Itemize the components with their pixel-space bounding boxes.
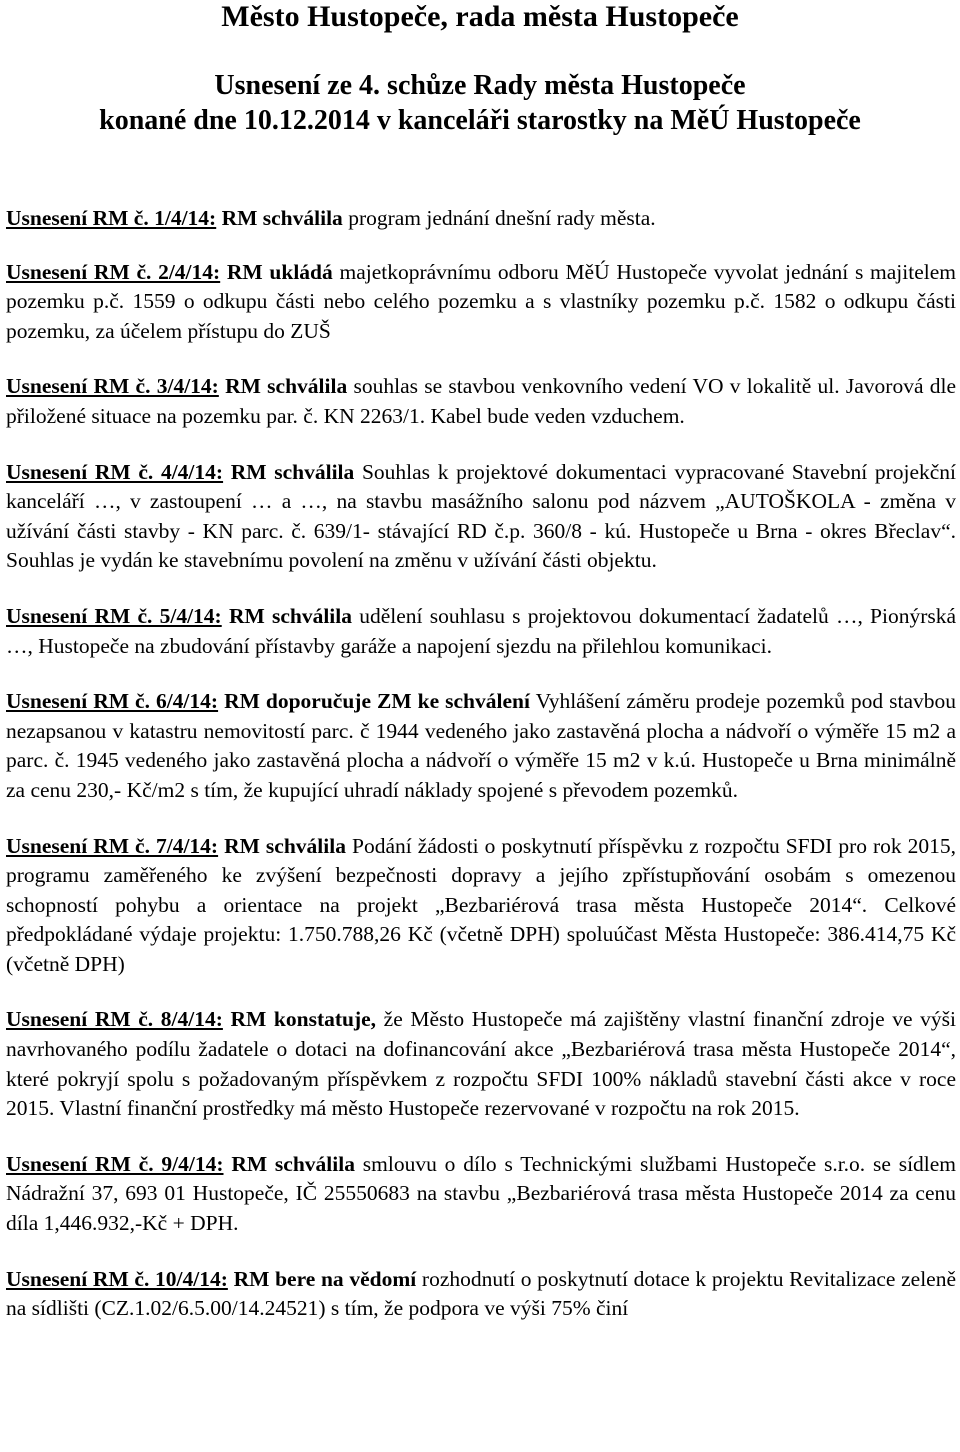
resolution-verb: RM schválila	[224, 833, 346, 858]
resolution-5	[6, 602, 956, 661]
resolution-ref: Usnesení RM č. 9/4/14:	[6, 1151, 224, 1176]
resolution-text: smlouvu o dílo s Technickými službami Hustopeče s.r.o. se sídlem Nádražní 37, 693 01 Hustopeče, IČ 25550683 na stavbu „Bezbariérová trasa města Hustopeče 2014 za cenu díla 1,446.932,-Kč + DPH.	[6, 1151, 957, 1236]
resolution-9	[6, 1150, 956, 1239]
resolution-text: že Město Hustopeče má zajištěny vlastní finanční zdroje ve výši navrhovaného podílu žadatele o dotaci na dofinancování akce „Bezbariérová trasa města Hustopeče 2014“, které pokryjí spolu s požadovaným příspěvkem z rozpočtu SFDI 100% nákladů stavební části akce v roce 2015. Vlastní finanční prostředky má město Hustopeče rezervované v rozpočtu na rok 2015.	[6, 1007, 956, 1121]
resolution-verb: RM bere na vědomí	[233, 1266, 417, 1291]
resolution-3	[6, 372, 956, 431]
resolution-ref: Usnesení RM č. 10/4/14:	[6, 1266, 228, 1291]
resolution-text: Vyhlášení záměru prodeje pozemků pod stavbou nezapsanou v katastru nemovitostí parc. č 1944 vedeného jako zastavěná plocha a nádvoří o výměře 15 m2 a parc. č. 1945 vedeného jako zastavěná plocha a nádvoří o výměře 15 m2 v k.ú. Hustopeče u Brna minimálně za cenu 230,- Kč/m2 s tím, že kupující uhradí náklady spojené s převodem pozemků.	[6, 689, 957, 802]
resolutions-list	[6, 204, 956, 1350]
resolution-verb: RM schválila	[225, 374, 348, 399]
resolution-1	[6, 204, 956, 234]
resolution-verb: RM schválila	[230, 459, 355, 484]
resolution-8	[6, 1005, 956, 1123]
resolution-text: Souhlas k projektové dokumentaci vypracované Stavební projekční kanceláří …, v zastoupení … a …, na stavbu masážního salonu pod názvem „AUTOŠKOLA - změna v užívání části stavby - KN parc. č. 639/1- stávající RD č.p. 360/8 - kú. Hustopeče u Brna - okres Břeclav“. Souhlas je vydán ke stavebnímu povolení na změnu v užívání části objektu.	[6, 459, 957, 573]
resolution-10	[6, 1265, 956, 1324]
resolution-verb: RM schválila	[228, 603, 353, 628]
resolution-text: souhlas se stavbou venkovního vedení VO v lokalitě ul. Javorová dle přiložené situace na pozemku par. č. KN 2263/1. Kabel bude veden vzduchem.	[6, 374, 957, 428]
resolution-ref: Usnesení RM č. 7/4/14:	[6, 833, 219, 858]
resolution-ref: Usnesení RM č. 6/4/14:	[6, 689, 219, 714]
resolution-ref: Usnesení RM č. 1/4/14:	[6, 206, 217, 230]
resolution-4	[6, 458, 956, 576]
resolution-ref: Usnesení RM č. 4/4/14:	[6, 459, 224, 484]
resolution-ref: Usnesení RM č. 8/4/14:	[6, 1007, 223, 1032]
resolution-verb: RM schválila	[231, 1151, 355, 1176]
resolution-text: majetkoprávnímu odboru MěÚ Hustopeče vyvolat jednání s majitelem pozemku p.č. 1559 o odkupu části nebo celého pozemku a s vlastníky pozemku p.č. 1582 o odkupu části pozemku, za účelem přístupu do ZUŠ	[6, 259, 956, 343]
document-subtitle	[0, 68, 960, 138]
resolution-verb: RM ukládá	[226, 259, 333, 284]
resolution-text: program jednání dnešní rady města.	[348, 206, 656, 230]
resolution-7	[6, 832, 956, 980]
subtitle-line-meeting: Usnesení ze 4. schůze Rady města Hustopeče	[214, 70, 746, 101]
resolution-verb: RM doporučuje ZM ke schválení	[224, 689, 530, 714]
resolution-verb: RM konstatuje,	[230, 1007, 377, 1032]
subtitle-line-date: konané dne 10.12.2014 v kanceláři starostky na MěÚ Hustopeče	[99, 105, 861, 136]
resolution-ref: Usnesení RM č. 5/4/14:	[6, 603, 222, 628]
resolution-text: rozhodnutí o poskytnutí dotace k projektu Revitalizace zeleně na sídlišti (CZ.1.02/6.5.00/14.24521) s tím, že podpora ve výši 75% činí	[6, 1266, 957, 1321]
resolution-6	[6, 687, 956, 805]
resolution-2	[6, 258, 956, 347]
resolution-text: Podání žádosti o poskytnutí příspěvku z rozpočtu SFDI pro rok 2015, programu zaměřeného ke zvýšení bezpečnosti dopravy a jejího zpřístupňování osobám s omezenou schopností pohybu a orientace na projekt „Bezbariérová trasa města Hustopeče 2014“. Celkové předpokládané výdaje projektu: 1.750.788,26 Kč (včetně DPH) spoluúčast Města Hustopeče: 386.414,75 Kč (včetně DPH)	[6, 833, 957, 976]
resolution-ref: Usnesení RM č. 3/4/14:	[6, 374, 219, 399]
page-title: Město Hustopeče, rada města Hustopeče	[221, 0, 739, 33]
resolution-ref: Usnesení RM č. 2/4/14:	[6, 259, 221, 284]
resolution-verb: RM schválila	[221, 206, 343, 230]
resolution-text: udělení souhlasu s projektovou dokumentací žadatelů …, Pionýrská …, Hustopeče na zbudování přístavby garáže a napojení sjezdu na přilehlou komunikaci.	[6, 603, 957, 658]
